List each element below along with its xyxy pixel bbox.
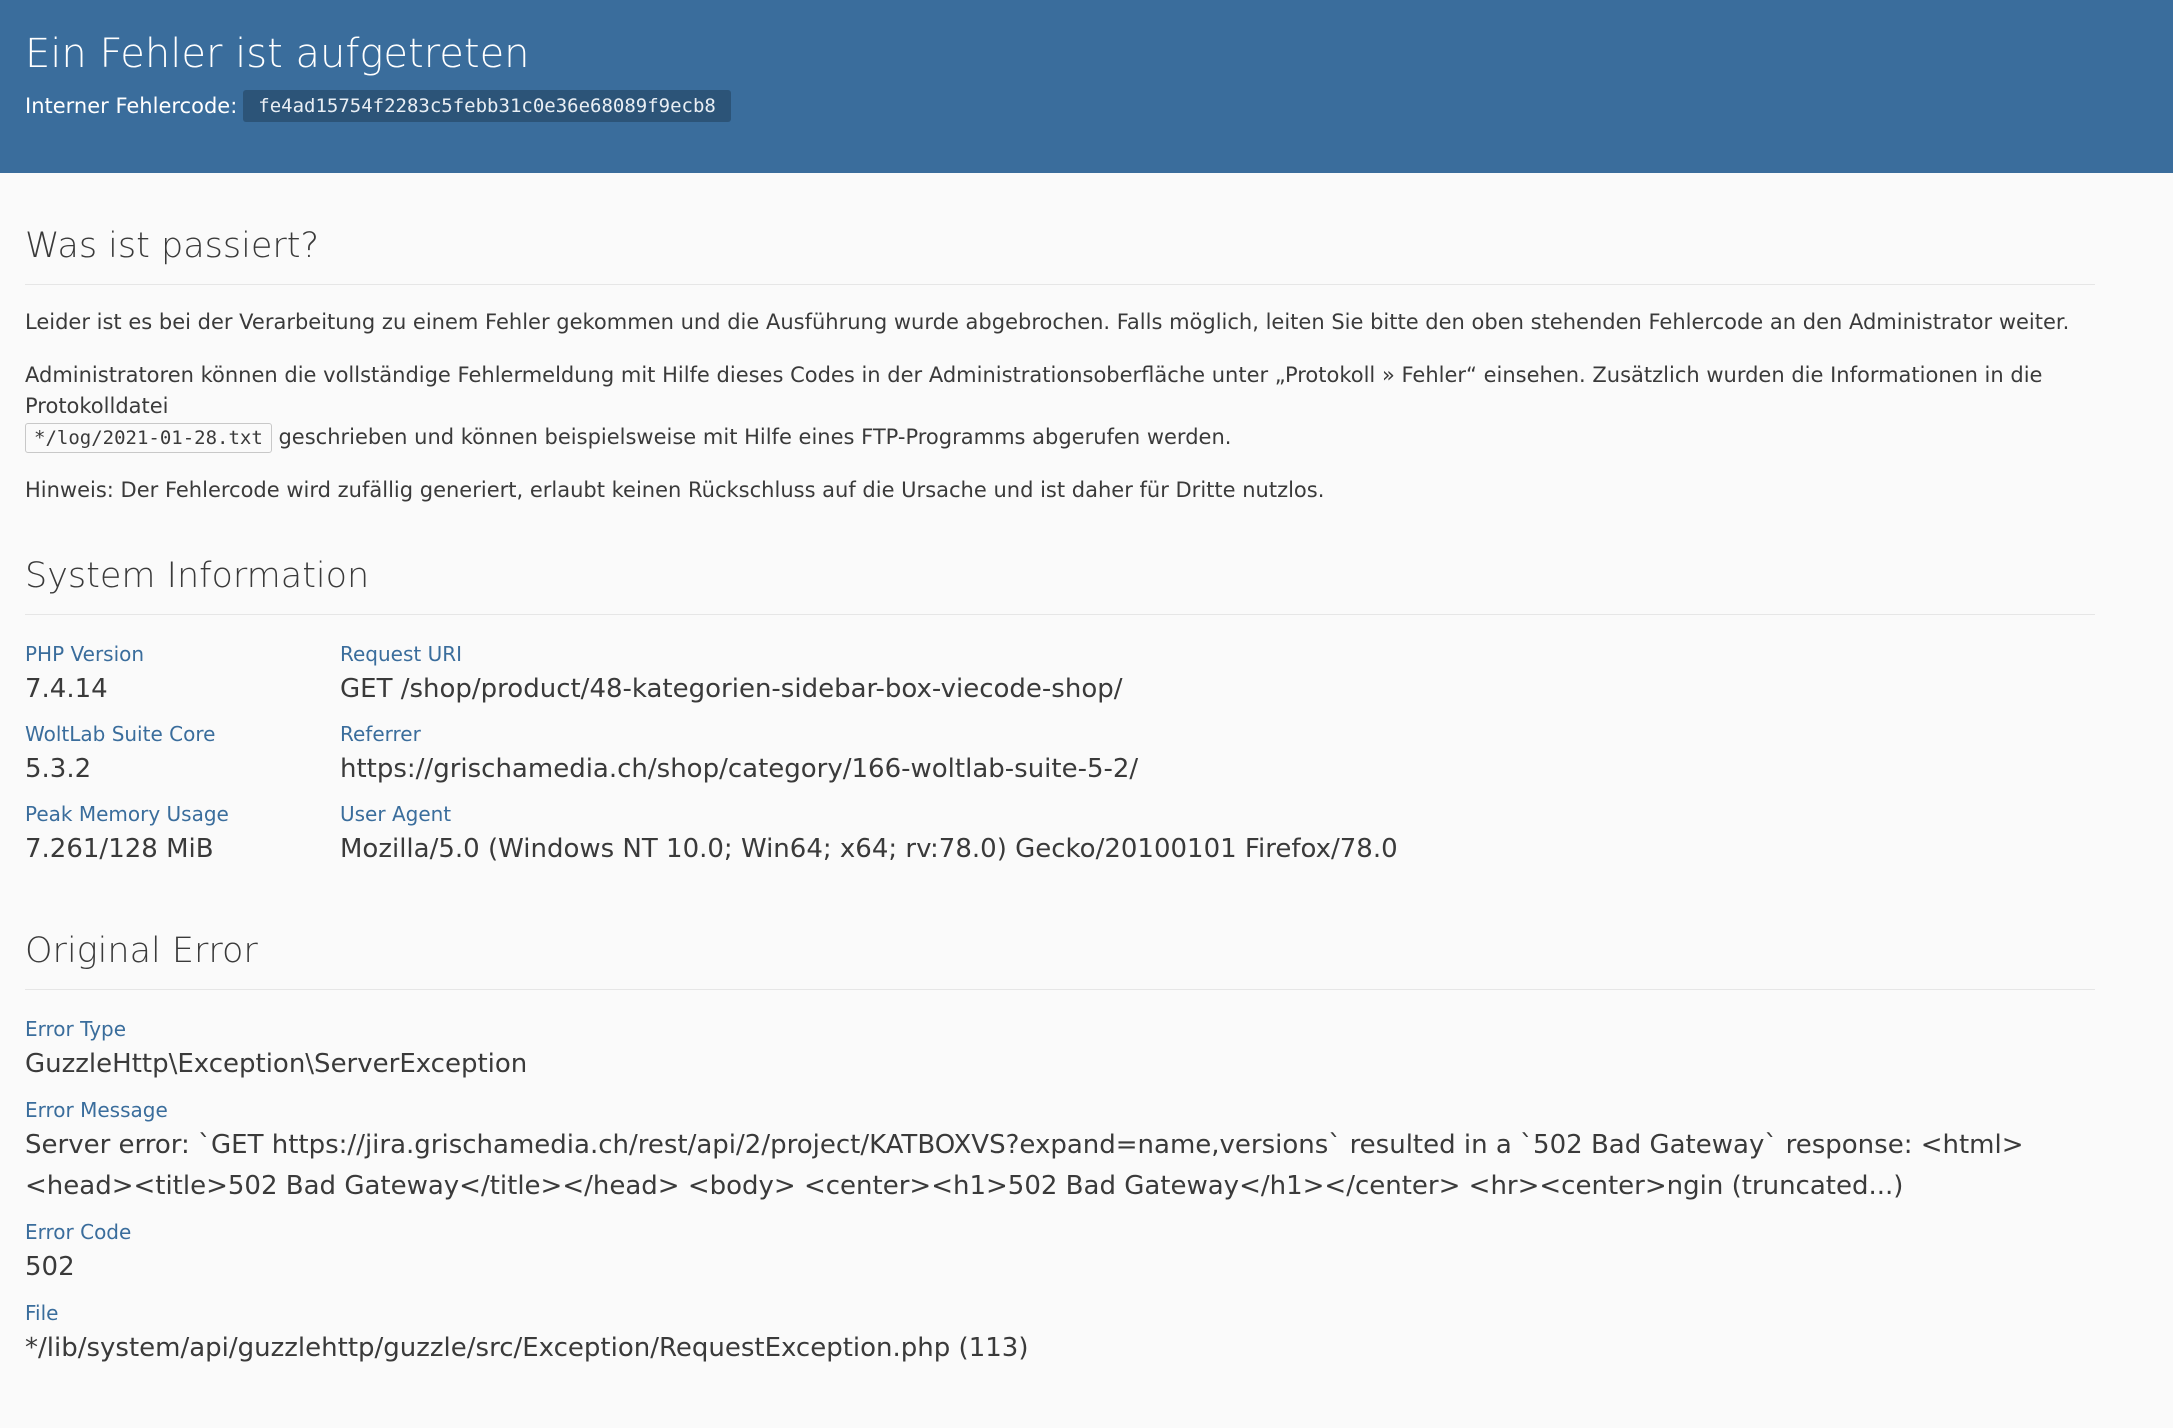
error-type-field	[25, 1014, 2095, 1085]
user-agent-field	[340, 799, 2095, 869]
error-file-field	[25, 1298, 2095, 1369]
user-agent-value: Mozilla/5.0 (Windows NT 10.0; Win64; x64; rv:78.0) Gecko/20100101 Firefox/78.0	[340, 834, 1398, 864]
error-message-field	[25, 1095, 2095, 1207]
explanation-paragraph: Leider ist es bei der Verarbeitung zu einem Fehler gekommen und die Ausführung wurde abgebrochen. Falls möglich, leiten Sie bitte den oben stehenden Fehlercode an den Administrator weiter.	[25, 310, 2070, 334]
core-version-field	[25, 719, 340, 789]
core-version-label: WoltLab Suite Core	[25, 722, 216, 746]
memory-usage-field	[25, 799, 340, 869]
what-happened-section	[25, 226, 2095, 506]
original-error-section	[25, 931, 2095, 1369]
admin-paragraph	[25, 360, 2095, 453]
page-title: Ein Fehler ist aufgetreten	[25, 31, 530, 77]
referrer-value: https://grischamedia.ch/shop/category/166-woltlab-suite-5-2/	[340, 754, 1139, 784]
error-file-value: */lib/system/api/guzzlehttp/guzzle/src/Exception/RequestException.php (113)	[25, 1333, 1029, 1363]
request-uri-label: Request URI	[340, 642, 463, 666]
error-code-detail-value: 502	[25, 1252, 75, 1282]
php-version-field	[25, 639, 340, 709]
error-code-detail-label: Error Code	[25, 1220, 132, 1244]
what-happened-heading: Was ist passiert?	[25, 226, 2095, 285]
error-message-value: Server error: `GET https://jira.grischamedia.ch/rest/api/2/project/KATBOXVS?expand=name,versions` resulted in a `502 Bad Gateway` response: <html> <head><title>502 Bad Gateway</title></head> <body> <center><h1>502 Bad Gateway</h1></center> <hr><center>ngin (truncated...)	[25, 1130, 2024, 1201]
main-content	[0, 226, 2120, 1369]
error-code-value[interactable]: fe4ad15754f2283c5febb31c0e36e68089f9ecb8	[243, 90, 731, 122]
error-file-label: File	[25, 1301, 59, 1325]
memory-usage-label: Peak Memory Usage	[25, 802, 229, 826]
request-uri-value: GET /shop/product/48-kategorien-sidebar-box-viecode-shop/	[340, 674, 1123, 704]
system-info-heading: System Information	[25, 556, 2095, 615]
hint-paragraph: Hinweis: Der Fehlercode wird zufällig generiert, erlaubt keinen Rückschluss auf die Ursache und ist daher für Dritte nutzlos.	[25, 478, 1325, 502]
system-info-right-column	[340, 639, 2095, 879]
memory-usage-value: 7.261/128 MiB	[25, 834, 214, 864]
admin-text-after: geschrieben und können beispielsweise mit Hilfe eines FTP-Programms abgerufen werden.	[278, 425, 1232, 449]
log-file-path[interactable]: */log/2021-01-28.txt	[25, 423, 272, 453]
error-code-label: Interner Fehlercode:	[25, 94, 238, 118]
error-code-line	[25, 90, 2148, 122]
error-type-label: Error Type	[25, 1017, 127, 1041]
admin-text-before: Administratoren können die vollständige Fehlermeldung mit Hilfe dieses Codes in der Administrationsoberfläche unter „Protokoll » Fehler“ einsehen. Zusätzlich wurden die Informationen in die Protokolldatei	[25, 363, 2043, 418]
system-info-grid	[25, 639, 2095, 879]
request-uri-field	[340, 639, 2095, 709]
php-version-value: 7.4.14	[25, 674, 108, 704]
error-type-value: GuzzleHttp\Exception\ServerException	[25, 1049, 528, 1079]
error-header	[0, 0, 2173, 173]
system-info-left-column	[25, 639, 340, 879]
original-error-heading: Original Error	[25, 931, 2095, 990]
original-error-details	[25, 1014, 2095, 1369]
referrer-field	[340, 719, 2095, 789]
php-version-label: PHP Version	[25, 642, 145, 666]
referrer-label: Referrer	[340, 722, 421, 746]
system-info-section	[25, 556, 2095, 879]
user-agent-label: User Agent	[340, 802, 452, 826]
error-message-label: Error Message	[25, 1098, 168, 1122]
error-code-field	[25, 1217, 2095, 1288]
core-version-value: 5.3.2	[25, 754, 92, 784]
